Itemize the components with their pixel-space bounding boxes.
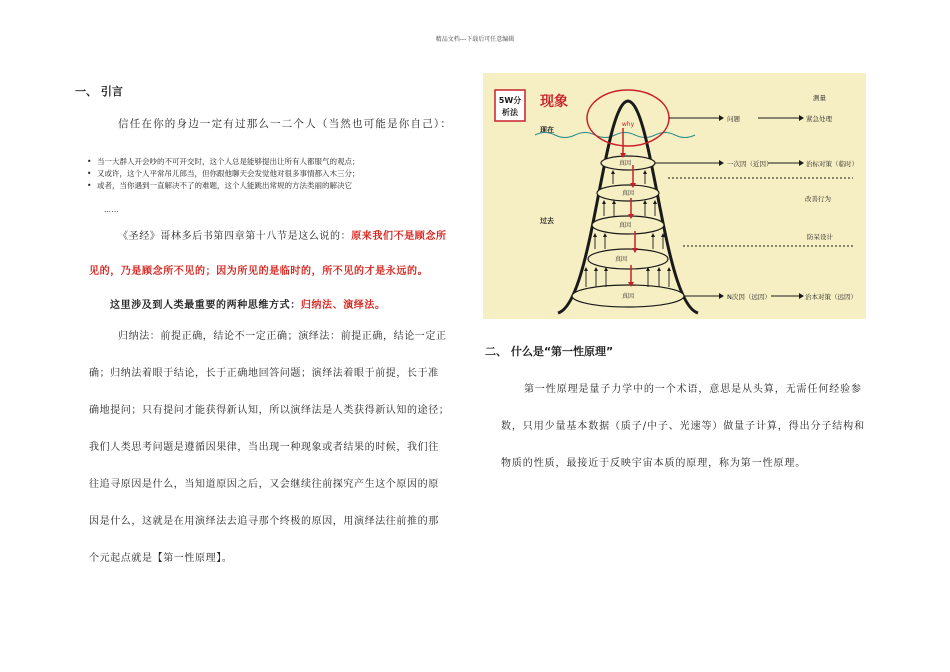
ellipsis: …… — [104, 206, 119, 214]
why-label: why — [621, 121, 635, 128]
past-label: 过去 — [540, 217, 554, 225]
para-line-7: 个元起点就是【第一性原理】。 — [89, 553, 233, 564]
cause-label-5: 真因 — [621, 293, 635, 300]
label-measure: 测量 — [813, 94, 826, 102]
intro-text: 信任在你的身边一定有过那么一二个人（当然也可能是你自己）： — [118, 118, 453, 130]
section2-title: 二、 什么是“第一性原理” — [485, 345, 614, 358]
bible-line-1: 《圣经》哥林多后书第四章第十八节是这么说的：原来我们不是顾念所 — [118, 231, 447, 242]
cause-ellipse-4 — [588, 249, 668, 269]
label-poka-yoke: 防呆设计 — [807, 233, 833, 241]
cause-label-3: 真因 — [618, 222, 632, 229]
para-line-1: 归纳法：前提正确，结论不一定正确；演绎法：前提正确，结论一定正 — [118, 331, 447, 342]
badge-line-2: 析法 — [502, 108, 518, 117]
label-root-fix: 治本对策（远因） — [805, 293, 857, 301]
para-line-4: 我们人类思考问题是遵循因果律，当出现一种现象或者结果的时候，我们往 — [89, 442, 439, 453]
bullet-2: • 又或许，这个人平常吊儿郎当，但你跟他聊天会发觉他对很多事情都入木三分； — [87, 169, 360, 178]
s2-line-2: 数，只用少量基本数据（质子/中子、光速等）做量子计算，得出分子结构和 — [501, 421, 865, 432]
present-label: 现在 — [540, 126, 554, 134]
cause-label-1: 真因 — [618, 160, 632, 167]
bullet-3: • 或者，当你遇到一直解决不了的难题，这个人能跳出常规的方法类丽的解决它 — [87, 181, 352, 190]
label-problem: 问题 — [727, 115, 740, 123]
bullet-1: • 当一大群人开会吵的不可开交时，这个人总是能够提出让所有人都服气的观点； — [87, 157, 360, 166]
label-emergency: 紧急处理 — [806, 115, 832, 123]
para-line-6: 因是什么，这就是在用演绎法去追寻那个终极的原因，用演绎法往前推的那 — [89, 516, 439, 527]
cause-label-2: 真因 — [621, 190, 635, 197]
page-header: 精品文档---下载后可任意编辑 — [435, 36, 515, 43]
5w-analysis-diagram — [483, 73, 866, 319]
phenomenon-label: 现象 — [540, 94, 568, 110]
section1-title: 一、 引言 — [75, 85, 123, 98]
badge-line-1: 5W分 — [498, 96, 522, 105]
label-temp-fix: 治标对策（临时） — [806, 160, 858, 168]
s2-line-3: 物质的性质，最接近于反映宇宙本质的原理，称为第一性原理。 — [501, 458, 807, 469]
bible-line-2: 见的，乃是顾念所不见的；因为所见的是临时的，所不见的才是永远的。 — [89, 266, 429, 277]
cause-label-4: 真因 — [614, 256, 628, 263]
para-line-3: 确地提问；只有提问才能获得新认知，所以演绎法是人类获得新认知的途径； — [89, 405, 450, 416]
label-nth-cause: N次因（远因） — [727, 293, 771, 301]
para-line-2: 确；归纳法着眼于结论，长于正确地回答问题；演绎法着眼于前提，长于准 — [89, 368, 439, 379]
label-first-cause: 一次因（近因） — [727, 160, 773, 168]
label-improve: 改善行为 — [805, 195, 831, 203]
thinking-line: 这里涉及到人类最重要的两种思维方式：归纳法、演绎法。 — [110, 300, 386, 311]
para-line-5: 往追寻原因是什么，当知道原因之后，又会继续往前探究产生这个原因的原 — [89, 479, 439, 490]
s2-line-1: 第一性原理是量子力学中的一个术语，意思是从头算，无需任何经验参 — [524, 384, 862, 395]
